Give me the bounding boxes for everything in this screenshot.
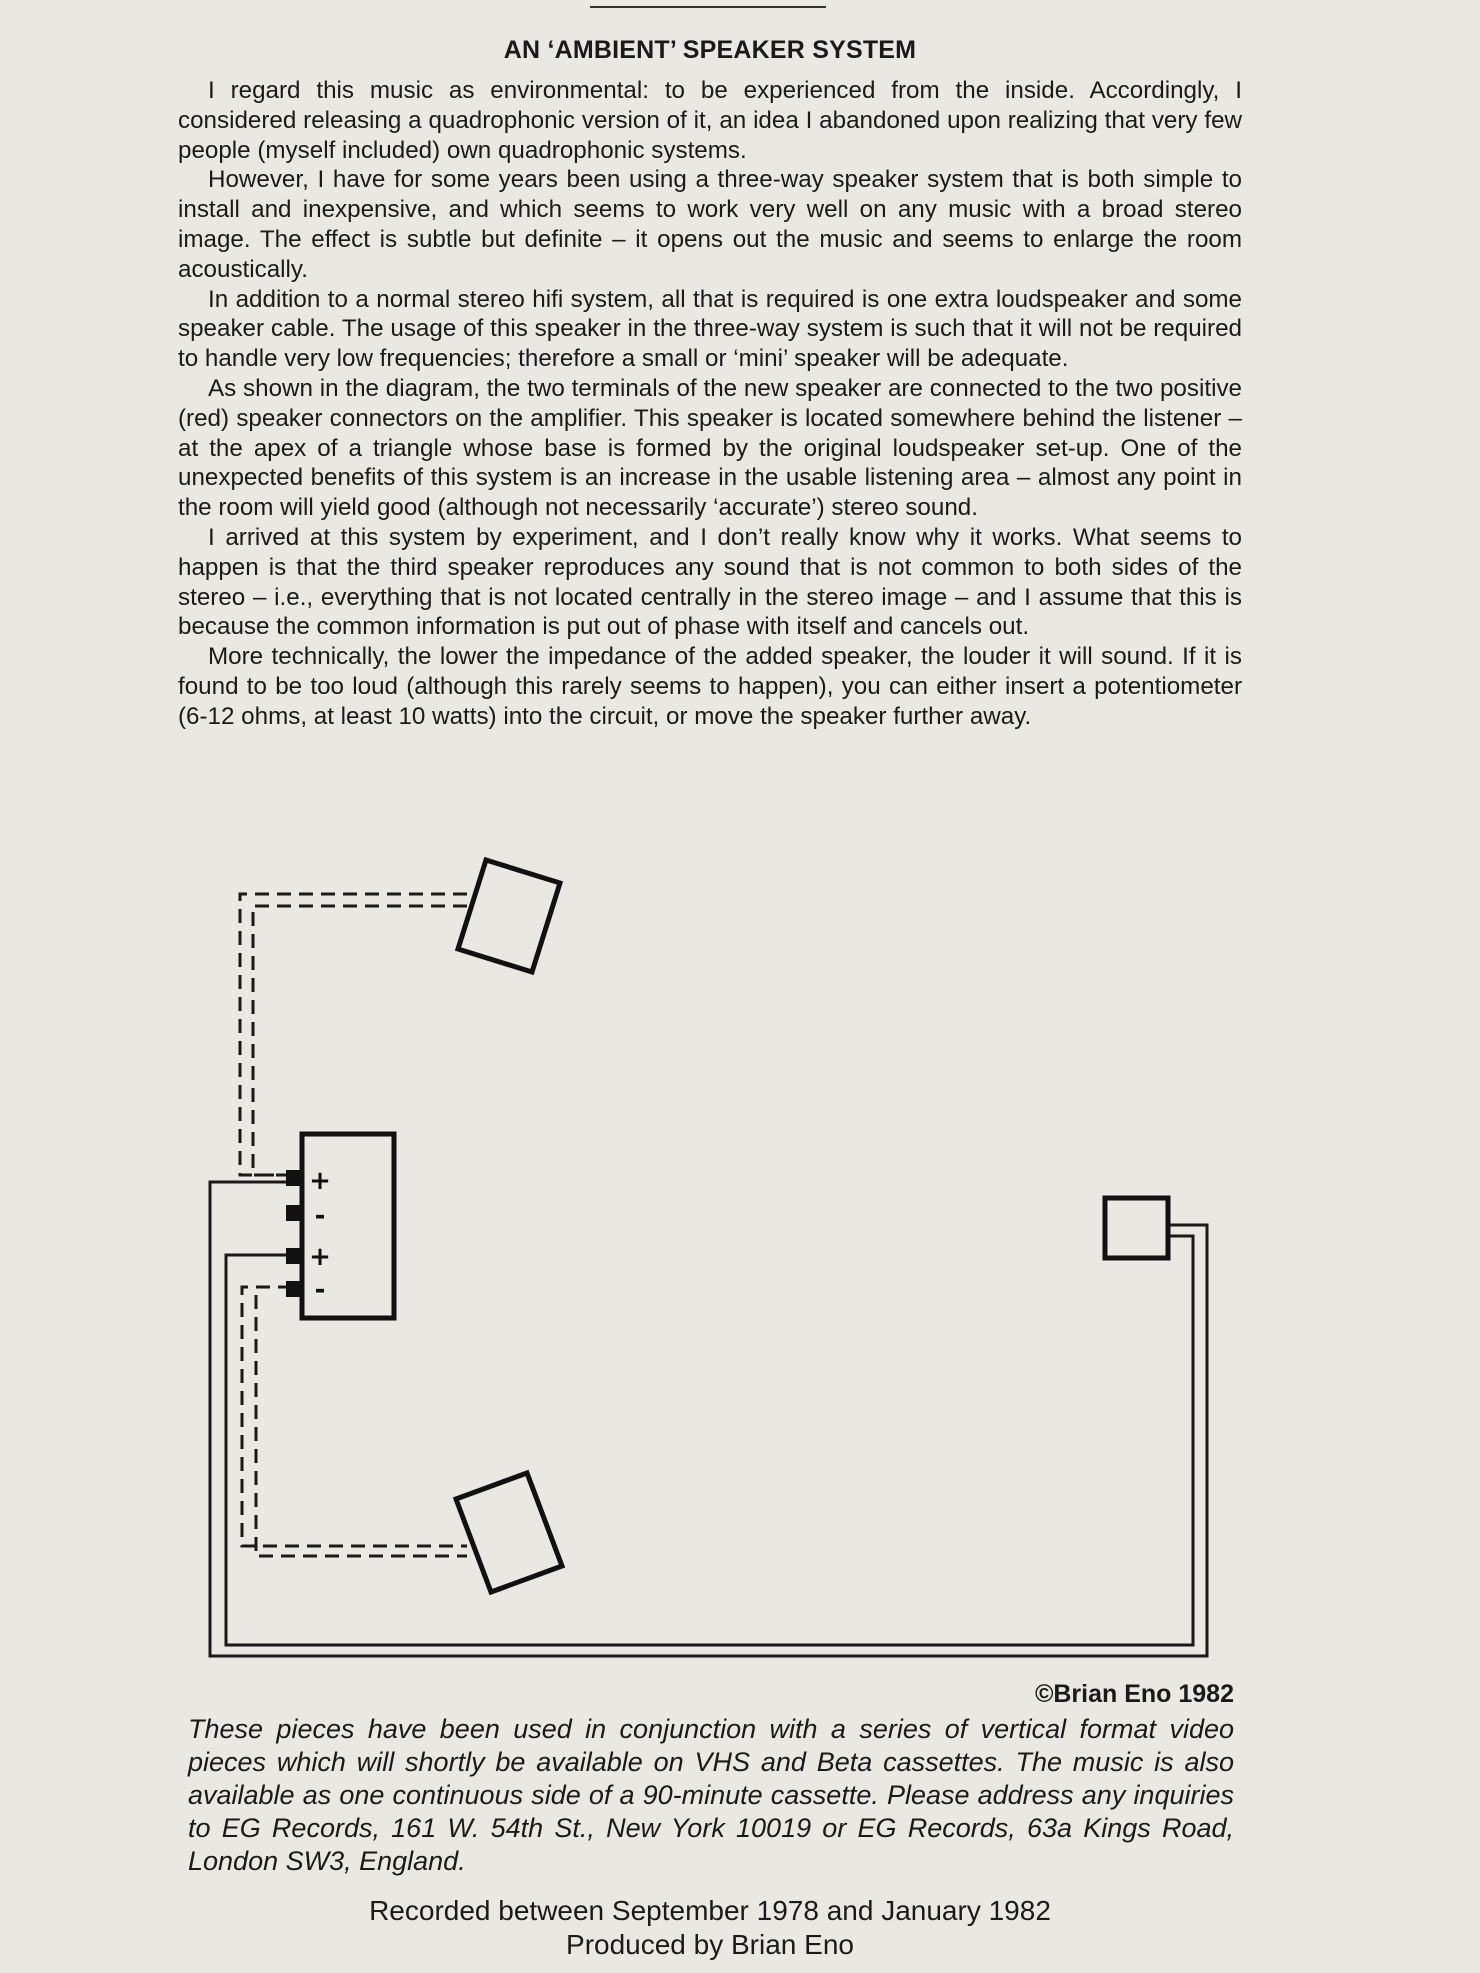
paragraph: I regard this music as environmental: to be experienced from the inside. Accordingly, I considered releasing a quadrophonic version of it, an idea I abandoned upon realizing that very few people (myself included) own quadrophonic systems. — [178, 77, 1242, 164]
rear-ambient-speaker — [1105, 1198, 1168, 1258]
paragraph: In addition to a normal stereo hifi system, all that is required is one extra loudspeaker and some speaker cable. The usage of this speaker in the three-way system is such that it will not be required to handle very low frequencies; therefore a small or ‘mini’ speaker will be adequate. — [178, 285, 1242, 373]
paragraph: More technically, the lower the impedance of the added speaker, the louder it will sound. If it is found to be too loud (although this rarely seems to happen), you can either insert a potentiometer (6-12 ohms, at least 10 watts) into the circuit, or move the speaker further away. — [178, 643, 1242, 730]
left-front-speaker — [458, 860, 560, 972]
right-front-speaker — [456, 1473, 562, 1592]
terminal-label: - — [314, 1201, 326, 1231]
terminal-label: + — [309, 1166, 331, 1196]
credits — [0, 1894, 1420, 1962]
note-text: These pieces have been used in conjunction with a series of vertical format video pieces which will shortly be available on VHS and Beta cassettes. The music is also available as one continuous side of a 90-minute cassette. Please address any inquiries to EG Records, 161 W. 54th St., New York 10019 or EG Records, 63a Kings Road, London SW3, England. — [188, 1714, 1234, 1876]
paragraph: As shown in the diagram, the two terminals of the new speaker are connected to the two positive (red) speaker connectors on the amplifier. This speaker is located somewhere behind the listener – at the apex of a triangle whose base is formed by the original loudspeaker set-up. One of the unexpected benefits of this system is an increase in the usable listening area – almost any point in the room will yield good (although not necessarily ‘accurate’) stereo sound. — [178, 374, 1242, 522]
produced-credit: Produced by Brian Eno — [566, 1929, 854, 1960]
rear-speaker-cable — [210, 1182, 1207, 1656]
page-title: AN ‘AMBIENT’ SPEAKER SYSTEM — [503, 36, 917, 64]
recorded-credit: Recorded between September 1978 and January 1982 — [369, 1895, 1051, 1926]
right-speaker-cable — [242, 1287, 467, 1556]
paragraph: I arrived at this system by experiment, and I don’t really know why it works. What seems to happen is that the third speaker reproduces any sound that is not common to both sides of the stereo – i.e., everything that is not located centrally in the stereo image – and I assume that this is because the common information is put out of phase with itself and cancels out. — [178, 523, 1242, 641]
paragraph: However, I have for some years been using a three-way speaker system that is both simple to install and inexpensive, and which seems to work very well on any music with a broad stereo image. The effect is subtle but definite – it opens out the music and seems to enlarge the room acoustically. — [178, 166, 1242, 283]
copyright: ©Brian Eno 1982 — [1034, 1680, 1234, 1708]
terminal-label: - — [314, 1275, 326, 1305]
terminal-label: + — [309, 1242, 331, 1272]
